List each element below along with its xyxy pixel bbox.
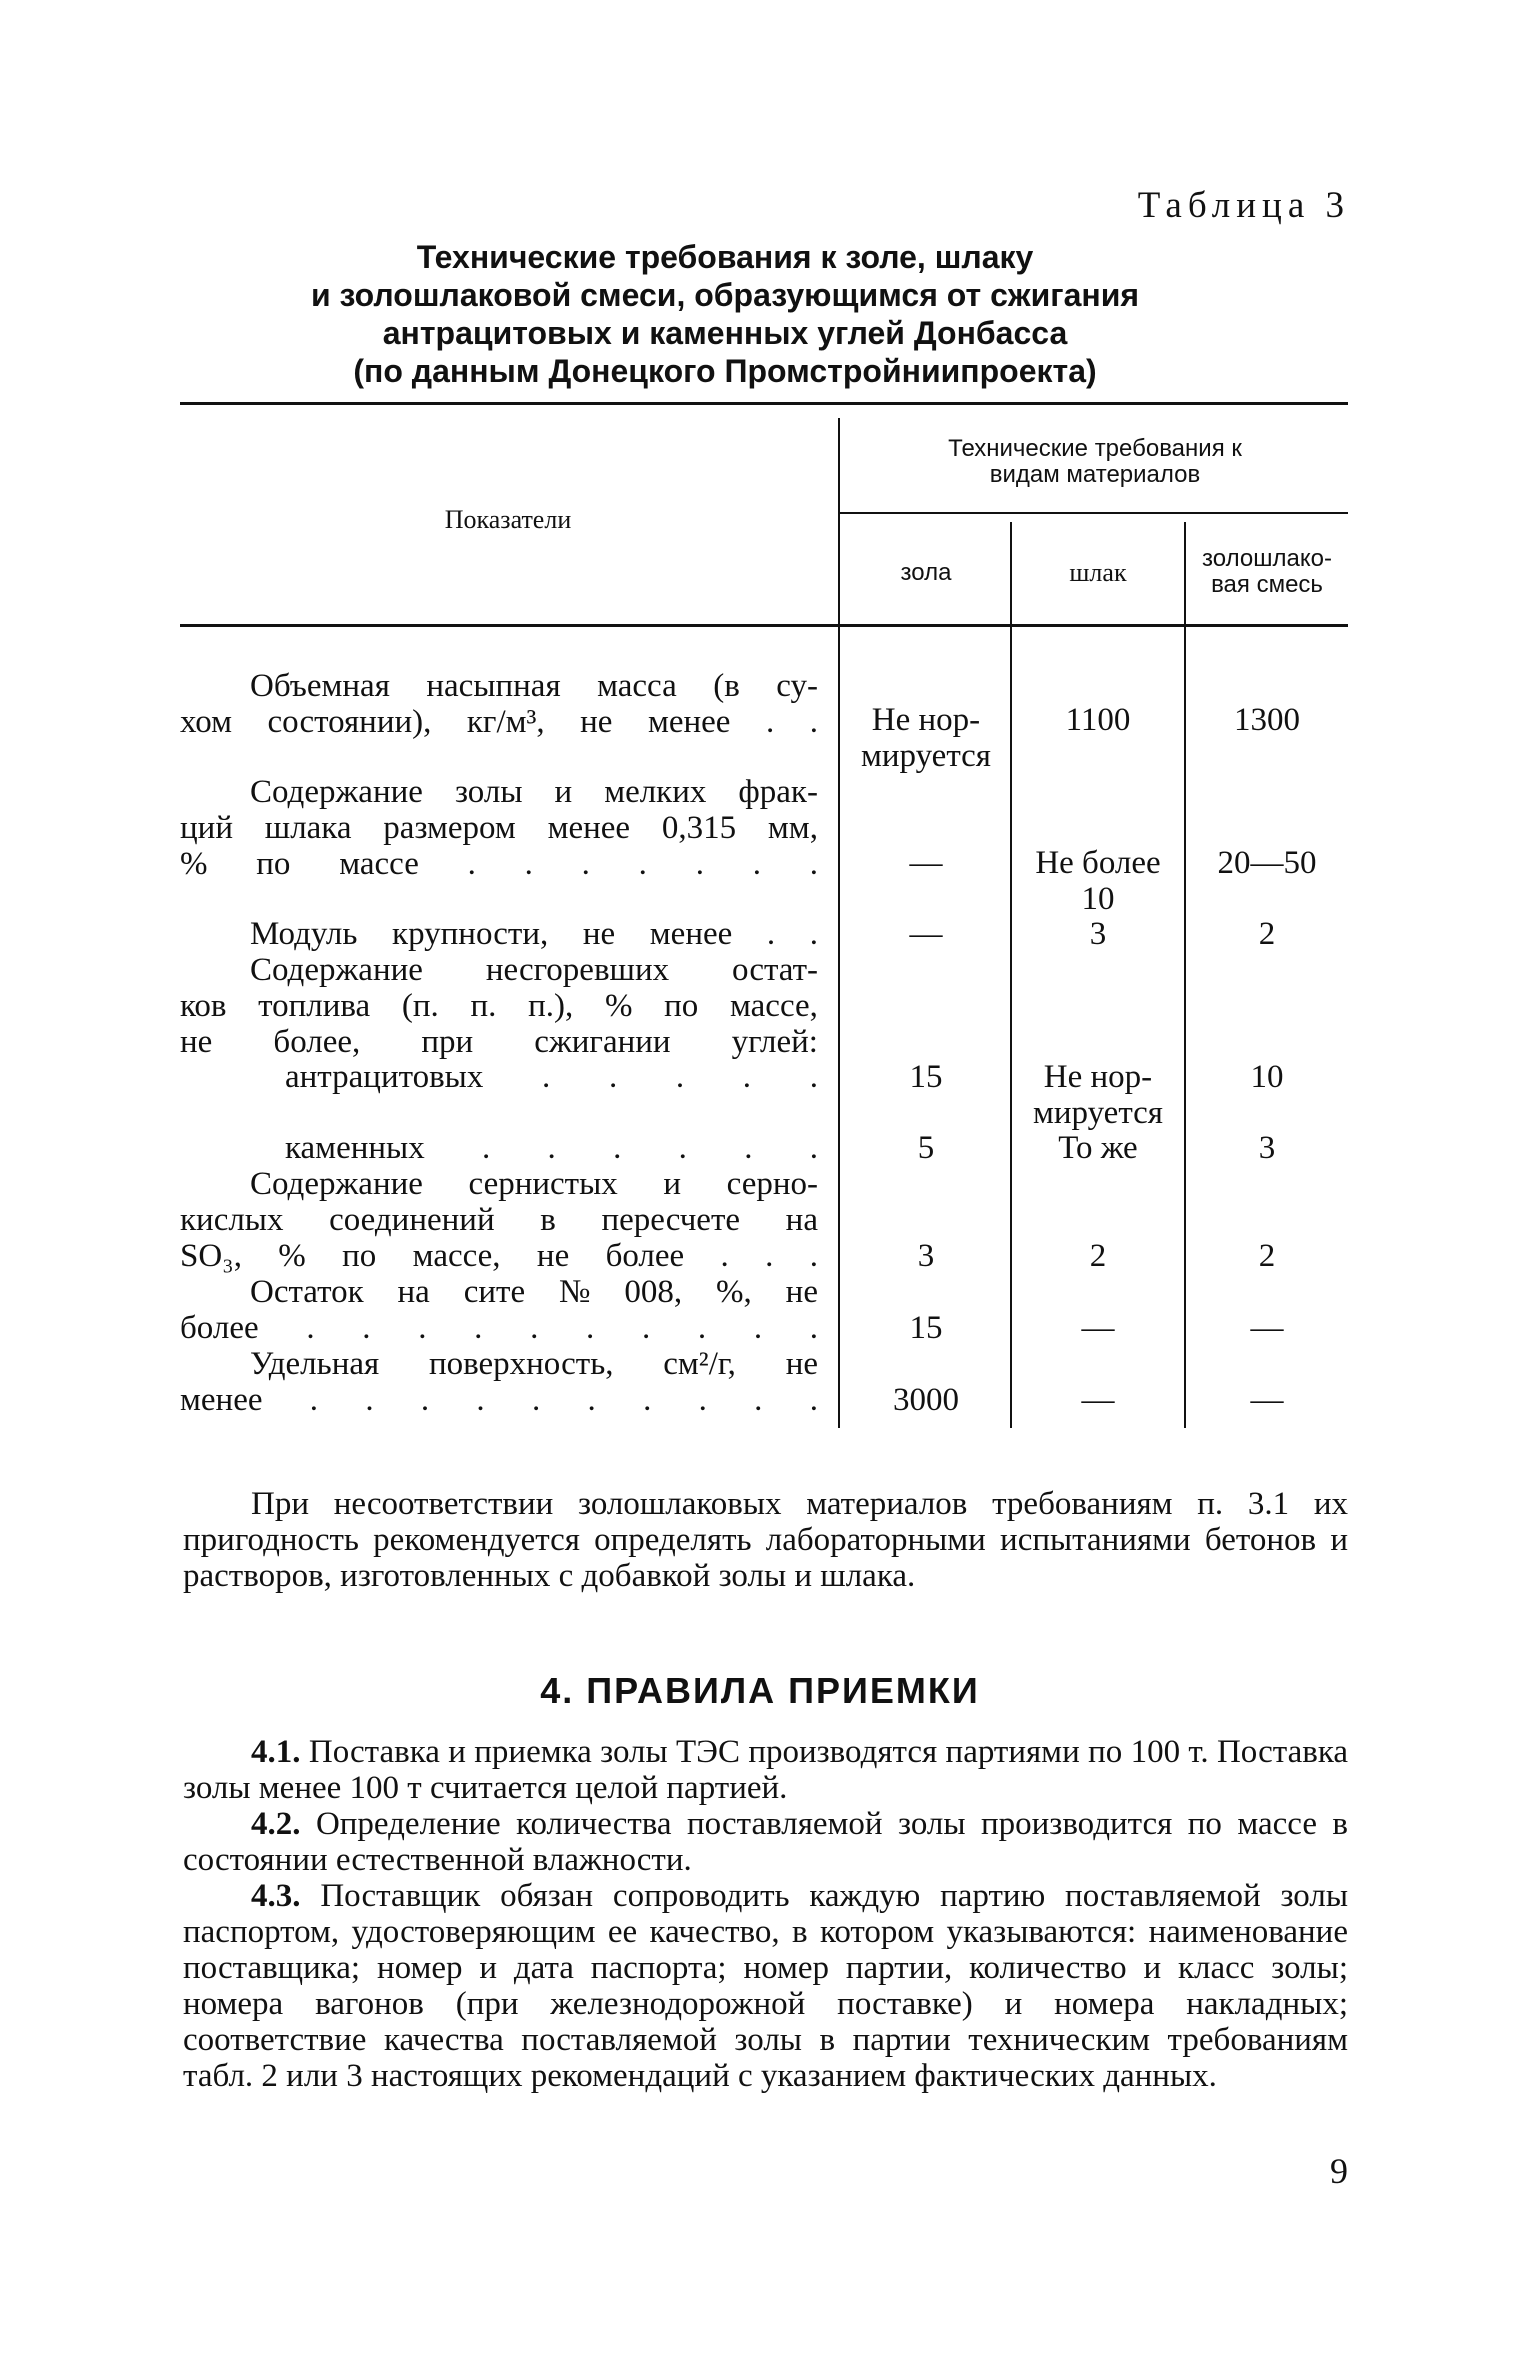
label-word: . (765, 704, 775, 740)
label-word: . (752, 846, 761, 882)
label-word: . (809, 846, 818, 882)
label-word: . (697, 1310, 707, 1346)
label-line (180, 1238, 818, 1274)
table-number: Таблица 3 (1137, 185, 1350, 226)
table-title (160, 238, 1290, 390)
table-row-label (180, 1346, 818, 1418)
label-word: . (809, 1382, 818, 1418)
cell-mix: — (1250, 1382, 1284, 1418)
label-word: . (542, 1059, 551, 1095)
column-divider-1 (838, 418, 840, 1428)
label-word: сите (463, 1274, 526, 1310)
label-word: и (663, 1166, 682, 1202)
label-word: . (695, 846, 704, 882)
label-word: не (180, 1024, 213, 1060)
section-heading: 4. ПРАВИЛА ПРИЕМКИ (540, 1670, 980, 1711)
label-word: Модуль (250, 916, 358, 952)
label-word: сернистых (468, 1166, 618, 1202)
table-header-rule (180, 624, 1348, 627)
table-row-label (180, 1059, 818, 1095)
cell-line: 10 (1081, 881, 1115, 917)
label-word: п. (470, 988, 497, 1024)
label-word: . (530, 1310, 539, 1346)
label-line (180, 1346, 818, 1382)
table-row-label (180, 774, 818, 882)
label-line (180, 1310, 818, 1346)
label-word: . (720, 1238, 729, 1274)
cell-ash: — (909, 916, 943, 952)
label-word: . (418, 1310, 427, 1346)
cell-slag (1012, 1059, 1184, 1131)
label-word: Объемная (250, 668, 390, 704)
clause-text: Определение количества поставляемой золы производится по массе в состоянии естественной влажности. (183, 1806, 1348, 1878)
label-word: . (531, 1382, 541, 1418)
cell-line: мируется (861, 738, 991, 774)
cell-line: Не более (1035, 845, 1161, 881)
table-title-line: Технические требования к золе, шлаку (416, 239, 1034, 275)
label-word: масса (597, 668, 677, 704)
label-word: пересчете (601, 1202, 741, 1238)
label-line (180, 774, 818, 810)
label-word: массе (339, 846, 419, 882)
label-word: хом (180, 704, 232, 740)
column-divider-2 (1010, 522, 1012, 1428)
label-word: кг/м³, (466, 704, 545, 740)
cell-slag: 3 (1089, 916, 1107, 952)
label-line (180, 1202, 818, 1238)
label-word: остат- (732, 952, 818, 988)
label-word: см²/г, (663, 1346, 736, 1382)
label-word: . (587, 1382, 596, 1418)
label-line (180, 1166, 818, 1202)
label-line (180, 988, 818, 1024)
label-line (180, 916, 818, 952)
label-word: . (698, 1382, 707, 1418)
table-row-label (180, 1130, 818, 1166)
label-word: более, (273, 1024, 361, 1060)
label-word: % (180, 846, 208, 882)
label-word: Содержание (250, 1166, 423, 1202)
cell-line: мируется (1033, 1095, 1163, 1131)
cell-ash: 15 (909, 1059, 943, 1095)
label-word: % (604, 988, 633, 1024)
cell-mix: 3 (1258, 1130, 1276, 1166)
label-word: менее (647, 704, 731, 740)
label-word: . (586, 1310, 595, 1346)
label-word: . (754, 1382, 763, 1418)
label-word: . (643, 1382, 652, 1418)
label-word: по (342, 1238, 377, 1274)
label-word: . (365, 1382, 374, 1418)
cell-mix: 1300 (1234, 702, 1300, 738)
cell-slag: — (1081, 1382, 1115, 1418)
label-line (180, 1130, 818, 1166)
header-indicators: Показатели (444, 505, 572, 534)
header-mix-line: золошлако- (1202, 545, 1332, 572)
clause-text: Поставщик обязан сопроводить каждую партию поставляемой золы паспортом, удостоверяющим ее качество, в котором указываются: наименование поставщика; номер и дата паспорта; номер партии, количество и класс золы; номера вагонов (при железнодорожной поставке) и номера накладных; соответствие качества поставляемой золы в партии техническим требованиям табл. 2 или 3 настоящих рекомендаций с указанием фактических данных. (183, 1878, 1348, 2094)
label-word: не (580, 704, 613, 740)
cell-slag: То же (1058, 1130, 1138, 1166)
label-word: . (638, 846, 647, 882)
cell-ash (842, 702, 1010, 774)
label-word: по (664, 988, 699, 1024)
label-word: Остаток (250, 1274, 364, 1310)
label-word: сжигании (534, 1024, 671, 1060)
header-slag: шлак (1069, 558, 1127, 587)
label-word: менее (547, 810, 631, 846)
label-word: менее (180, 1382, 263, 1418)
label-word: . (362, 1310, 371, 1346)
label-line (180, 1024, 818, 1060)
cell-mix: 20—50 (1217, 845, 1317, 881)
table-row-label (180, 1166, 818, 1274)
header-ash: зола (900, 559, 952, 586)
clause-4-2 (183, 1806, 1348, 1878)
cell-slag (1012, 845, 1184, 917)
label-word: 008, (624, 1274, 683, 1310)
label-word: при (421, 1024, 474, 1060)
label-word: 0,315 (661, 810, 737, 846)
cell-mix: 2 (1258, 1238, 1276, 1274)
cell-slag: 1100 (1065, 702, 1131, 738)
label-word: . (613, 1130, 622, 1166)
label-word: % (278, 1238, 306, 1274)
label-line (180, 668, 818, 704)
label-word: размером (383, 810, 516, 846)
table-title-line: антрацитовых и каменных углей Донбасса (382, 315, 1068, 351)
label-word: . (608, 1059, 618, 1095)
label-word: . (420, 1382, 430, 1418)
cell-mix: 10 (1250, 1059, 1284, 1095)
label-word: и (554, 774, 573, 810)
cell-ash: — (909, 845, 943, 881)
label-word: . (474, 1310, 483, 1346)
label-word: SO₃, (180, 1238, 242, 1274)
label-word: ций (180, 810, 233, 846)
label-word: в (540, 1202, 556, 1238)
label-line (180, 1059, 818, 1095)
label-word: шлака (264, 810, 352, 846)
cell-ash: 3000 (893, 1382, 959, 1418)
label-word: . (753, 1310, 763, 1346)
label-word: массе, (412, 1238, 501, 1274)
label-word: . (467, 846, 476, 882)
label-word: . (744, 1130, 753, 1166)
header-mix (1186, 546, 1348, 598)
table-row-label (180, 668, 818, 740)
label-word: каменных (285, 1130, 425, 1166)
cell-mix: — (1250, 1310, 1284, 1346)
label-word: . (809, 1238, 818, 1274)
table-top-rule (180, 402, 1348, 405)
cell-slag: 2 (1089, 1238, 1107, 1274)
label-word: . (306, 1310, 315, 1346)
label-word: не (785, 1346, 818, 1382)
label-word: . (766, 916, 776, 952)
label-word: . (675, 1059, 685, 1095)
label-word: более (605, 1238, 685, 1274)
label-word: мм, (767, 810, 818, 846)
label-word: углей: (731, 1024, 818, 1060)
label-word: . (809, 1310, 818, 1346)
label-word: . (309, 1382, 319, 1418)
label-word: . (641, 1310, 651, 1346)
label-word: более (180, 1310, 259, 1346)
label-word: . (547, 1130, 556, 1166)
label-word: не (536, 1238, 570, 1274)
clause-text: Поставка и приемка золы ТЭС производятся партиями по 100 т. Поставка золы менее 100 т считается целой партией. (183, 1734, 1349, 1806)
table-title-line: (по данным Донецкого Промстройниипроекта) (353, 353, 1097, 389)
clause-number: 4.3. (251, 1878, 301, 1914)
label-word: ков (180, 988, 227, 1024)
header-group-line: видам материалов (989, 461, 1201, 488)
clause-number: 4.1. (251, 1734, 301, 1770)
cell-ash: 15 (909, 1310, 943, 1346)
label-word: соединений (329, 1202, 495, 1238)
label-word: топлива (258, 988, 371, 1024)
cell-line: Не нор- (871, 702, 981, 738)
label-word: Удельная (250, 1346, 380, 1382)
label-word: %, (716, 1274, 752, 1310)
header-mix-line: вая смесь (1211, 571, 1323, 598)
label-word: состоянии), (267, 704, 432, 740)
label-word: антрацитовых (285, 1059, 484, 1095)
label-word: массе, (730, 988, 818, 1024)
page-number: 9 (1330, 2151, 1348, 2191)
label-word: на (397, 1274, 430, 1310)
table-row-label (180, 952, 818, 1060)
label-word: (п. (401, 988, 439, 1024)
header-group (842, 436, 1348, 488)
group-header-rule (840, 512, 1348, 514)
label-line (180, 1382, 818, 1418)
table-row-label (180, 1274, 818, 1346)
label-word: несгоревших (485, 952, 670, 988)
label-word: кислых (180, 1202, 284, 1238)
label-line (180, 846, 818, 882)
label-word: не (582, 916, 616, 952)
label-word: . (809, 1059, 818, 1095)
label-word: поверхность, (428, 1346, 614, 1382)
label-word: (в (713, 668, 740, 704)
label-line (180, 952, 818, 988)
label-word: . (524, 846, 533, 882)
label-word: насыпная (426, 668, 561, 704)
column-divider-3 (1184, 522, 1186, 1428)
table-row-label (180, 916, 818, 952)
label-line (180, 810, 818, 846)
label-line (180, 704, 818, 740)
label-line (180, 1274, 818, 1310)
label-word: . (809, 916, 818, 952)
label-word: серно- (726, 1166, 818, 1202)
cell-ash: 5 (917, 1130, 935, 1166)
label-word: . (809, 1130, 818, 1166)
label-word: . (581, 846, 590, 882)
label-word: . (678, 1130, 687, 1166)
label-word: . (809, 704, 818, 740)
label-word: су- (776, 668, 818, 704)
label-word: на (785, 1202, 818, 1238)
table-title-line: и золошлаковой смеси, образующимся от сжигания (310, 277, 1140, 313)
label-word: не (785, 1274, 818, 1310)
label-word: . (765, 1238, 774, 1274)
cell-mix: 2 (1258, 916, 1276, 952)
clause-number: 4.2. (251, 1806, 301, 1842)
label-word: Содержание (250, 774, 423, 810)
label-word: . (476, 1382, 485, 1418)
label-word: Содержание (250, 952, 423, 988)
label-word: п.), (528, 988, 574, 1024)
label-word: . (482, 1130, 491, 1166)
label-word: фрак- (738, 774, 818, 810)
cell-ash: 3 (917, 1238, 935, 1274)
cell-line: Не нор- (1043, 1059, 1153, 1095)
clause-4-1 (183, 1734, 1348, 1806)
clause-4-3 (183, 1878, 1348, 2094)
note-paragraph: При несоответствии золошлаковых материалов требованиям п. 3.1 их пригодность рекомендуется определять лабораторными испытаниями бетонов и растворов, изготовленных с добавкой золы и шлака. (183, 1486, 1348, 1594)
header-group-line: Технические требования к (948, 435, 1242, 462)
label-word: менее (649, 916, 733, 952)
label-word: мелких (604, 774, 707, 810)
label-word: золы (454, 774, 523, 810)
label-word: № (559, 1274, 591, 1310)
label-word: . (742, 1059, 752, 1095)
label-word: по (256, 846, 291, 882)
cell-slag: — (1081, 1310, 1115, 1346)
label-word: крупности, (392, 916, 549, 952)
